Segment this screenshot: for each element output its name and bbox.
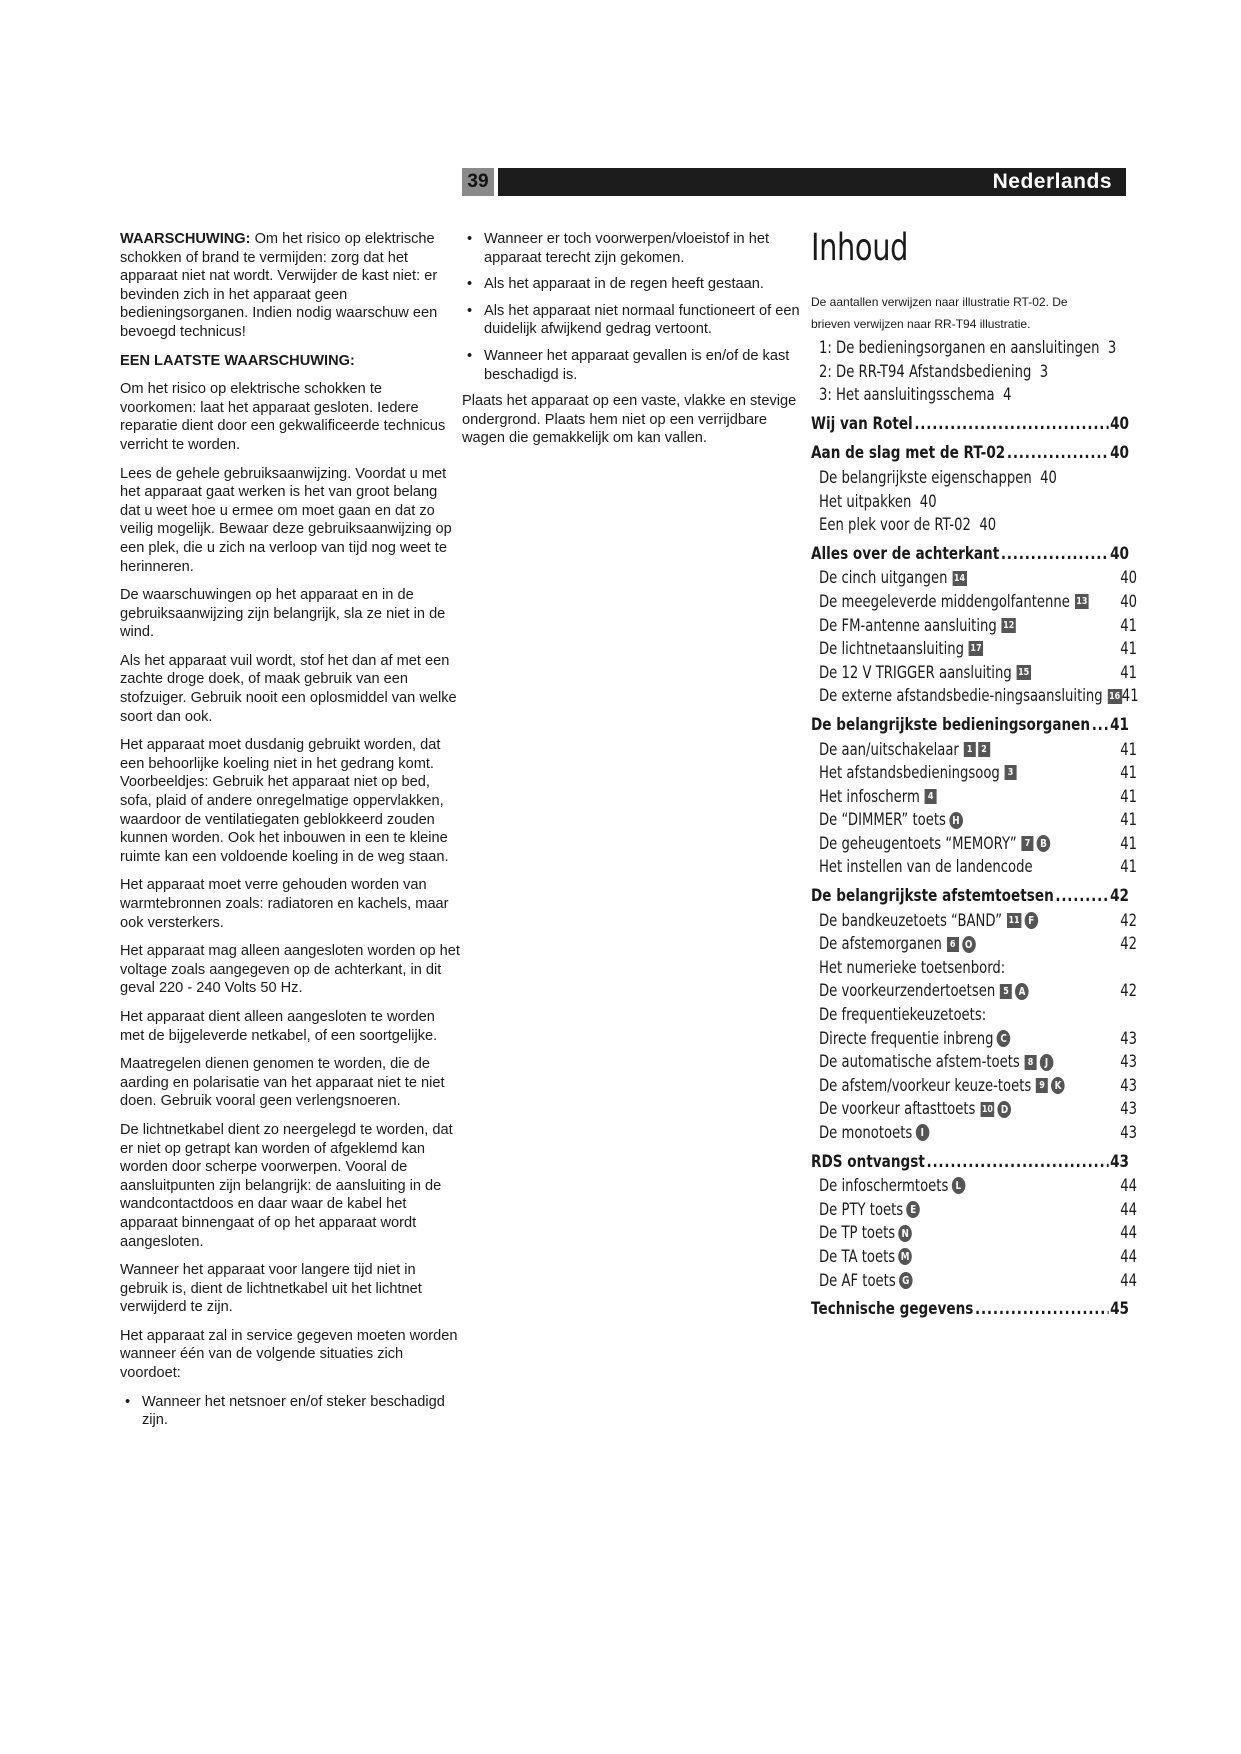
toc-entry-label: De monotoets (819, 1123, 913, 1142)
toc-entry[interactable] (811, 614, 1137, 638)
toc-entry-label-group (819, 1050, 1053, 1074)
safety-paragraph: Maatregelen dienen genomen te worden, die de aarding en polarisatie van het apparaat niet te niet doen. Gebruik vooral geen verlengsnoeren. (120, 1056, 445, 1110)
toc-entry-page: 44 (1120, 1270, 1137, 1290)
language-label: Nederlands (992, 170, 1112, 193)
toc-section-title: RDS ontvangst (811, 1151, 925, 1172)
toc-entry[interactable] (811, 661, 1137, 685)
rt02-callout-number: 14 (953, 572, 966, 584)
rt02-callout-number: 10 (981, 1103, 993, 1115)
toc-entry-label: De belangrijkste eigenschappen (819, 467, 1032, 487)
toc-entry-label-group (819, 832, 1050, 856)
remote-callout-letter: H (949, 812, 963, 829)
toc-entry-label-group (819, 808, 963, 832)
toc-entry-label: De 12 V TRIGGER aansluiting (819, 662, 1012, 682)
dot-leader (1007, 442, 1109, 466)
toc-section-page: 40 (1110, 443, 1129, 464)
remote-callout-letter: O (962, 936, 976, 953)
toc-entry[interactable] (811, 684, 1137, 708)
toc-section-page: 42 (1110, 886, 1129, 907)
safety-paragraph: Het apparaat zal in service gegeven moeten worden wanneer één van de volgende situaties zich voordoet: (120, 1327, 458, 1382)
toc-entry-label: De aan/uitschakelaar (819, 739, 959, 759)
toc-entry-label-group (819, 1121, 929, 1145)
safety-paragraph: Het apparaat moet verre gehouden worden van warmtebronnen zoals: radiatoren en kachels, maar ook versterkers. (120, 877, 449, 931)
toc-entry[interactable] (811, 1027, 1137, 1051)
toc-entry-label: De externe afstandsbedie-ningsaansluiting (819, 686, 1103, 706)
toc-section-heading[interactable] (811, 442, 1129, 466)
rt02-callout-number: 3 (1005, 765, 1017, 780)
toc-entry-page: 43 (1120, 1028, 1137, 1048)
toc-entry-label-group (819, 956, 1005, 980)
toc-entry[interactable] (811, 761, 1137, 785)
toc-entry-label: De AF toets (819, 1270, 896, 1290)
toc-section-title: De belangrijkste bedieningsorganen (811, 714, 1091, 735)
toc-entry[interactable] (811, 808, 1137, 832)
toc-entry[interactable] (811, 1174, 1137, 1198)
toc-entry[interactable] (811, 1198, 1137, 1222)
toc-entry-label-group (819, 1027, 1010, 1051)
toc-title: Inhoud (811, 226, 909, 269)
toc-entry-page: 41 (1120, 662, 1137, 682)
toc-figure-entry[interactable] (811, 360, 1137, 384)
toc-entry-page: 40 (1120, 591, 1137, 611)
toc-section-heading[interactable] (811, 543, 1129, 567)
toc-entry-label-group (819, 590, 1089, 614)
safety-paragraph: Het apparaat dient alleen aangesloten te worden met de bijgeleverde netkabel, of een soortgelijke. (120, 1008, 438, 1044)
safety-paragraphs (120, 380, 460, 1383)
remote-callout-letter: A (1015, 983, 1029, 1000)
rt02-callout-number: 1 (964, 742, 976, 757)
toc-entry-page: 41 (1120, 739, 1137, 759)
dot-leader (914, 413, 1108, 437)
toc-figure-label: 3: Het aansluitingsschema (819, 385, 995, 405)
toc-entry-page: 41 (1120, 810, 1137, 830)
toc-entry-label-group (819, 684, 1122, 708)
toc-figure-page: 3 (1107, 338, 1117, 357)
safety-paragraph: Het apparaat moet dusdanig gebruikt worden, dat een behoorlijke koeling niet in het gedrang komt. Voorbeeldjes: Gebruik het apparaat niet op bed, sofa, plaid of andere onregelmatige oppervlakken, waardoor de ventilatiegaten geblokkeerd zouden kunnen worden. Ook het inbouwen in een te kleine ruimte kan een voldoende koeling in de weg staan. (120, 737, 449, 865)
rt02-callout-number: 4 (925, 789, 937, 804)
toc-entry-label: De cinch uitgangen (819, 568, 948, 588)
toc-entry-page: 41 (1120, 615, 1137, 635)
toc-entry-label-group (819, 1003, 986, 1027)
toc-entry[interactable] (811, 855, 1137, 879)
safety-paragraph: Om het risico op elektrische schokken te voorkomen: laat het apparaat gesloten. Iedere reparatie dient door een gekwalificeerde technicus verricht te worden. (120, 381, 446, 453)
toc-entry-label-group (819, 1198, 920, 1222)
toc-entry[interactable] (811, 785, 1137, 809)
toc-entry-label: De PTY toets (819, 1199, 904, 1219)
bullet-item: • Als het apparaat niet normaal functioneert of een duidelijk afwijkend gedrag vertoont. (462, 302, 807, 339)
toc-section-page: 41 (1110, 714, 1129, 735)
rt02-callout-number: 6 (947, 937, 959, 952)
safety-column-left (120, 230, 460, 1438)
safety-paragraph: De lichtnetkabel dient zo neergelegd te worden, dat er niet op getrapt kan worden of afgeklemd kan worden door scherpe voorwerpen. Vooral de aansluitpunten zijn belangrijk: de aansluiting in de wandcontactdoos en daar waar de kabel het apparaat binnengaat of op het apparaat wordt aangesloten. (120, 1121, 453, 1250)
toc-entry-label-group (819, 785, 937, 809)
rt02-callout-number: 8 (1025, 1055, 1037, 1070)
toc-section-heading[interactable] (811, 714, 1129, 738)
toc-section-title: Wij van Rotel (811, 413, 913, 434)
toc-entry-page: 43 (1120, 1052, 1137, 1072)
language-header-bar (498, 168, 1126, 196)
toc-figure-page: 4 (1003, 385, 1012, 405)
remote-callout-letter: M (898, 1248, 912, 1265)
toc-entry-label-group (819, 761, 1017, 785)
rt02-callout-number: 5 (1000, 984, 1012, 999)
toc-entry-page: 42 (1120, 981, 1137, 1001)
toc-section-title: De belangrijkste afstemtoetsen (811, 886, 1054, 907)
toc-entry-label: De geheugentoets “MEMORY” (819, 833, 1017, 853)
rt02-callout-number: 7 (1021, 836, 1033, 851)
toc-entry[interactable] (811, 832, 1137, 856)
toc-entry-label-group (819, 1269, 913, 1293)
toc-entry[interactable] (811, 932, 1137, 956)
safety-paragraph: Lees de gehele gebruiksaanwijzing. Voordat u met het apparaat gaat werken is het van groot belang dat u weet hoe u ermee om moet gaan en dat zo veilig mogelijk. Bewaar deze gebruiksaanwijzing op een plek, die u zich na verloop van tijd nog weet te herinneren. (120, 465, 452, 575)
toc-entry-label: Het afstandsbedieningsoog (819, 763, 1000, 783)
toc-entry[interactable] (811, 1245, 1137, 1269)
safety-paragraph: Het apparaat mag alleen aangesloten worden op het voltage zoals aangegeven op de achterkant, in dit geval 220 - 240 Volts 50 Hz. (120, 943, 460, 997)
bullet-item: • Wanneer er toch voorwerpen/vloeistof in het apparaat terecht zijn gekomen. (462, 230, 807, 267)
toc-entry-label-group (819, 909, 1038, 933)
toc-entry-label: Het instellen van de landencode (819, 857, 1033, 877)
toc-entry[interactable] (811, 909, 1137, 933)
toc-intro-line-2: brieven verwijzen naar RR-T94 illustratie. (811, 317, 1031, 331)
bullet-item: • Wanneer het apparaat gevallen is en/of de kast beschadigd is. (462, 347, 807, 384)
toc-entry-label-group (819, 566, 967, 590)
rt02-callout-number: 12 (1003, 619, 1015, 631)
toc-entry-label: De afstem/voorkeur keuze-toets (819, 1075, 1032, 1095)
toc-entry[interactable] (811, 956, 1137, 980)
safety-paragraph: Als het apparaat vuil wordt, stof het dan af met een zachte droge doek, of maak gebruik van een stofzuiger. Gebruik nooit een oplosmiddel van welke soort dan ook. (120, 652, 457, 725)
toc-entry[interactable] (811, 466, 1137, 490)
rt02-callout-number: 15 (1018, 667, 1030, 679)
rt02-callout-number: 13 (1076, 596, 1088, 608)
toc-entry-page: 44 (1120, 1223, 1137, 1243)
toc-entry-label: De lichtnetaansluiting (819, 639, 964, 659)
toc-entry-label: De meegeleverde middengolfantenne (819, 591, 1070, 611)
toc-entry-page: 42 (1120, 934, 1137, 954)
toc-figure-page: 3 (1039, 361, 1049, 381)
toc-section-title: Alles over de achterkant (811, 543, 1000, 564)
toc-entry-label-group (819, 1097, 1011, 1121)
remote-callout-letter: G (899, 1272, 913, 1289)
toc-entry-label: Het uitpakken (819, 491, 912, 511)
toc-entry-label-group (819, 637, 983, 661)
toc-entry-label-group (819, 855, 1033, 879)
toc-entry-page: 43 (1120, 1123, 1137, 1142)
rt02-callout-number: 17 (970, 643, 982, 655)
toc-entry[interactable] (811, 1003, 1137, 1027)
toc-entry[interactable] (811, 490, 1137, 514)
safety-paragraph: Wanneer het apparaat voor langere tijd niet in gebruik is, dient de lichtnetkabel uit het lichtnet verwijderd te zijn. (120, 1262, 422, 1316)
toc-entry[interactable] (811, 637, 1137, 661)
toc-entry-page: 41 (1121, 686, 1139, 706)
toc-entry-page: 40 (979, 515, 997, 535)
remote-callout-letter: N (898, 1225, 912, 1242)
toc-figure-label: 2: De RR-T94 Afstandsbediening (819, 361, 1032, 381)
remote-callout-letter: D (998, 1101, 1012, 1118)
safety-paragraph: De waarschuwingen op het apparaat en in de gebruiksaanwijzing zijn belangrijk, sla ze niet in de wind. (120, 587, 446, 641)
toc-entry[interactable] (811, 1074, 1137, 1098)
toc-entry[interactable] (811, 513, 1137, 537)
service-bullet-list (120, 1393, 460, 1430)
toc-figure-entry[interactable] (811, 383, 1137, 407)
rt02-callout-number: 16 (1109, 690, 1121, 702)
remote-callout-letter: L (952, 1177, 966, 1194)
toc-section-page: 45 (1110, 1299, 1129, 1320)
toc-figure-list (811, 336, 1129, 407)
toc-section-title: Aan de slag met de RT-02 (811, 443, 1006, 464)
toc-entry-label-group (819, 1174, 965, 1198)
remote-callout-letter: I (915, 1124, 929, 1141)
toc-section-page: 43 (1110, 1151, 1129, 1172)
toc-entry-page: 42 (1120, 910, 1137, 930)
toc-entry-label-group (819, 661, 1031, 685)
dot-leader (926, 1151, 1108, 1175)
table-of-contents (811, 226, 1139, 1322)
safety-column-middle (462, 230, 807, 458)
remote-callout-letter: J (1040, 1054, 1054, 1071)
toc-entry[interactable] (811, 1097, 1137, 1121)
bullet-item: • Wanneer het netsnoer en/of steker beschadigd zijn. (120, 1393, 460, 1430)
toc-entry-page: 44 (1120, 1176, 1137, 1196)
page-number: 39 (462, 168, 494, 196)
remote-callout-letter: C (997, 1030, 1011, 1047)
toc-entry-label: De TP toets (819, 1223, 896, 1243)
warning-paragraph (120, 230, 460, 342)
rt02-callout-number: 2 (978, 742, 990, 757)
toc-entry-label-group (819, 614, 1016, 638)
toc-entry[interactable] (811, 1269, 1137, 1293)
toc-entry-page: 41 (1120, 763, 1137, 783)
toc-entry-label: Directe frequentie inbreng (819, 1028, 994, 1048)
service-bullet-list-continued (462, 230, 807, 384)
toc-section-page: 40 (1110, 413, 1129, 434)
toc-entry-label: De “DIMMER” toets (819, 810, 946, 830)
toc-entry-label: Het infoscherm (819, 786, 920, 806)
toc-entry-label-group (819, 738, 990, 762)
toc-entry-page: 41 (1120, 833, 1137, 853)
toc-section-heading[interactable] (811, 1151, 1129, 1175)
remote-callout-letter: B (1037, 835, 1051, 852)
toc-entry-label: De infoschermtoets (819, 1176, 949, 1196)
toc-entry-page: 41 (1120, 857, 1137, 877)
remote-callout-letter: F (1024, 912, 1038, 929)
toc-entry-label: Een plek voor de RT-02 (819, 515, 971, 535)
toc-entry-page: 41 (1120, 639, 1137, 659)
warning-label: WAARSCHUWING: (120, 231, 251, 247)
toc-entry-page: 43 (1120, 1099, 1137, 1119)
rt02-callout-number: 9 (1036, 1078, 1048, 1093)
toc-section-list (811, 413, 1139, 1322)
toc-figure-entry[interactable] (811, 336, 1137, 360)
toc-entry[interactable] (811, 1050, 1137, 1074)
warning-text: Om het risico op elektrische schokken of brand te vermijden: zorg dat het apparaat niet nat wordt. Verwijder de kast niet: er bevinden zich in het apparaat geen bedieningsorganen. Indien nodig waarschuw een bevoegd technicus! (120, 231, 438, 340)
toc-entry-page: 41 (1120, 786, 1137, 806)
last-warning-heading: EEN LAATSTE WAARSCHUWING: (120, 352, 355, 369)
toc-figure-label: 1: De bedieningsorganen en aansluitingen (819, 338, 1100, 357)
toc-entry[interactable] (811, 979, 1137, 1003)
toc-entry-label: Het numerieke toetsenbord: (819, 957, 1006, 977)
toc-entry-label: De voorkeur aftasttoets (819, 1099, 976, 1119)
toc-entry-label: De automatische afstem-toets (819, 1052, 1020, 1072)
dot-leader (1092, 714, 1109, 738)
rt02-callout-number: 11 (1008, 914, 1020, 926)
toc-entry-label: De frequentiekeuzetoets: (819, 1005, 987, 1025)
toc-entry[interactable] (811, 566, 1137, 590)
toc-entry[interactable] (811, 1221, 1137, 1245)
dot-leader (1001, 543, 1109, 567)
toc-entry-label-group (819, 979, 1029, 1003)
toc-section-page: 40 (1110, 543, 1129, 564)
toc-section-title: Technische gegevens (811, 1299, 974, 1320)
toc-entry-label-group (819, 1074, 1065, 1098)
toc-entry-label: De TA toets (819, 1246, 896, 1266)
toc-section-heading[interactable] (811, 1298, 1129, 1322)
remote-callout-letter: K (1051, 1077, 1065, 1094)
toc-entry[interactable] (811, 738, 1137, 762)
toc-entry-label: De afstemorganen (819, 934, 942, 954)
toc-section-heading[interactable] (811, 885, 1129, 909)
toc-section-heading[interactable] (811, 413, 1129, 437)
toc-entry-page: 44 (1120, 1199, 1137, 1219)
toc-entry-label-group (819, 932, 975, 956)
toc-entry-label-group (819, 1245, 912, 1269)
toc-entry-label: De FM-antenne aansluiting (819, 615, 997, 635)
toc-entry[interactable] (811, 590, 1137, 614)
toc-entry-page: 40 (1040, 467, 1057, 487)
toc-entry-page: 40 (919, 491, 937, 511)
toc-entry-label: De bandkeuzetoets “BAND” (819, 910, 1003, 930)
bullet-item: • Als het apparaat in de regen heeft gestaan. (462, 275, 807, 294)
placement-paragraph: Plaats het apparaat op een vaste, vlakke en stevige ondergrond. Plaats hem niet op een verrijdbare wagen die gemakkelijk om kan vallen. (462, 393, 797, 447)
dot-leader (1055, 885, 1108, 909)
toc-entry-label: De voorkeurzendertoetsen (819, 981, 996, 1001)
toc-intro-line-1: De aantallen verwijzen naar illustratie RT-02. De (811, 295, 1068, 309)
toc-entry-page: 40 (1120, 568, 1137, 588)
toc-entry[interactable] (811, 1121, 1137, 1145)
dot-leader (975, 1298, 1108, 1322)
toc-entry-page: 44 (1120, 1246, 1137, 1266)
remote-callout-letter: E (906, 1201, 920, 1218)
toc-entry-page: 43 (1120, 1075, 1137, 1095)
toc-entry-label-group (819, 1221, 912, 1245)
